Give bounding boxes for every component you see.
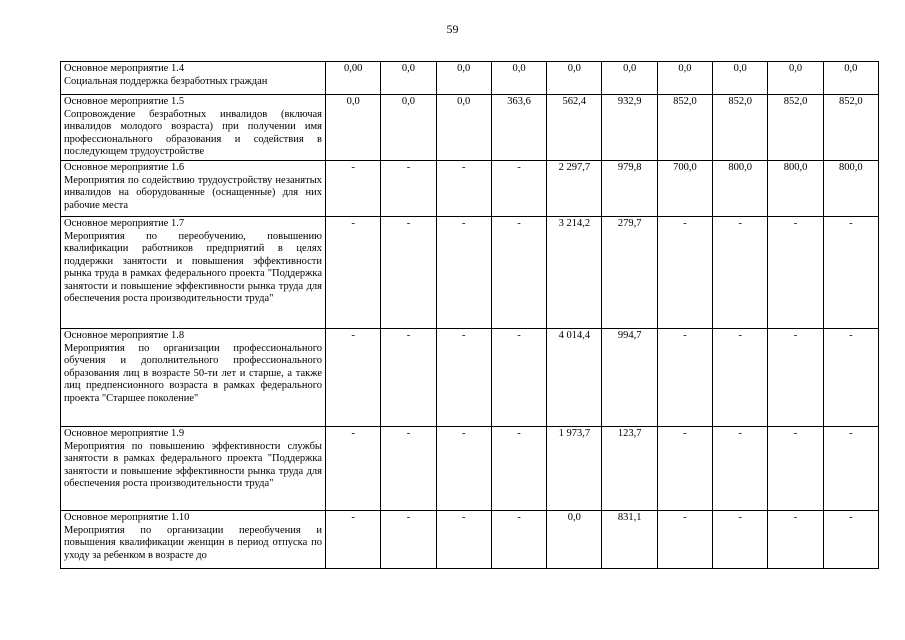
value-cell: 0,0 [713,62,768,95]
value-cell: - [657,427,712,511]
table-body [61,62,879,569]
value-cell: - [436,511,491,569]
value-cell: - [768,511,823,569]
value-cell: - [768,329,823,427]
value-cell: - [823,427,878,511]
value-cell: 852,0 [823,95,878,161]
activity-description-cell [61,427,326,511]
value-cell: - [436,217,491,329]
value-cell: 800,0 [823,161,878,217]
value-cell: 0,0 [436,95,491,161]
funding-table [60,61,879,569]
value-cell: 0,0 [326,95,381,161]
activity-body: Сопровождение безработных инвалидов (включая инвалидов молодого возраста) при получении имя профессионального образования и содействия в последующем трудоустройстве [64,108,322,157]
activity-title: Основное мероприятие 1.9 [64,428,185,439]
value-cell: 2 297,7 [547,161,602,217]
value-cell: 279,7 [602,217,657,329]
value-cell: 0,0 [547,511,602,569]
table-row [61,95,879,161]
value-cell: - [823,511,878,569]
value-cell: 852,0 [713,95,768,161]
value-cell: 800,0 [713,161,768,217]
value-cell: 700,0 [657,161,712,217]
value-cell: - [491,217,546,329]
value-cell: 363,6 [491,95,546,161]
value-cell: 0,0 [381,95,436,161]
value-cell: - [381,511,436,569]
value-cell: 0,0 [657,62,712,95]
value-cell: - [657,329,712,427]
value-cell: - [326,217,381,329]
value-cell: - [381,427,436,511]
value-cell: - [491,511,546,569]
value-cell: 0,00 [326,62,381,95]
value-cell: - [768,427,823,511]
value-cell: 0,0 [491,62,546,95]
value-cell: 562,4 [547,95,602,161]
value-cell: - [713,511,768,569]
value-cell: - [436,161,491,217]
value-cell: 0,0 [381,62,436,95]
value-cell: 0,0 [436,62,491,95]
value-cell: - [326,329,381,427]
value-cell: 0,0 [602,62,657,95]
value-cell: 123,7 [602,427,657,511]
value-cell: 0,0 [823,62,878,95]
activity-body: Мероприятия по переобучению, повышению квалификации работников предприятий в целях поддержки занятости и повышения эффективности рынка труда в рамках федерального проекта "Поддержка занятости и повышение эффективности рынка труда для обеспечения роста производительности труда" [64,230,322,304]
page-number: 59 [446,22,459,36]
value-cell: 852,0 [657,95,712,161]
value-cell: 852,0 [768,95,823,161]
activity-title: Основное мероприятие 1.7 [64,218,185,229]
value-cell: - [657,511,712,569]
activity-body: Мероприятия по организации профессионального обучения и дополнительного профессионального образования лиц в возрасте 50-ти лет и старше, а также лиц предпенсионного возраста в рамках федерального проекта "Старшее поколение" [64,342,322,404]
table-row [61,329,879,427]
value-cell: - [491,329,546,427]
activity-body: Мероприятия по содействию трудоустройству незанятых инвалидов на оборудованные (оснащенные) для них рабочие места [64,174,322,211]
value-cell: - [381,161,436,217]
value-cell: - [326,161,381,217]
activity-title: Основное мероприятие 1.8 [64,330,185,341]
value-cell: 994,7 [602,329,657,427]
value-cell: - [713,329,768,427]
activity-body: Мероприятия по повышению эффективности службы занятости в рамках федерального проекта "Поддержка занятости и повышение эффективности рынка труда для обеспечения роста производительности труда" [64,440,322,489]
table-row [61,161,879,217]
value-cell: 800,0 [768,161,823,217]
value-cell: - [326,511,381,569]
table-row [61,511,879,569]
value-cell: - [436,427,491,511]
activity-body: Мероприятия по организации переобучения и повышения квалификации женщин в период отпуска по уходу за ребенком в возрасте до [64,524,322,561]
activity-description-cell [61,62,326,95]
value-cell: 3 214,2 [547,217,602,329]
value-cell: 0,0 [547,62,602,95]
value-cell: - [491,161,546,217]
value-cell: - [326,427,381,511]
value-cell: - [713,427,768,511]
table-row [61,217,879,329]
activity-title: Основное мероприятие 1.6 [64,162,185,173]
value-cell: - [436,329,491,427]
value-cell: - [381,217,436,329]
activity-description-cell [61,161,326,217]
activity-title: Основное мероприятие 1.10 [64,512,190,523]
value-cell: - [823,329,878,427]
value-cell: 1 973,7 [547,427,602,511]
activity-description-cell [61,95,326,161]
activity-description-cell [61,329,326,427]
value-cell: 4 014,4 [547,329,602,427]
activity-title: Основное мероприятие 1.5 [64,96,185,107]
value-cell: - [713,217,768,329]
value-cell: - [491,427,546,511]
value-cell: 831,1 [602,511,657,569]
table-row [61,427,879,511]
value-cell: - [768,217,823,329]
activity-title: Основное мероприятие 1.4 [64,63,185,74]
table-row [61,62,879,95]
activity-description-cell [61,511,326,569]
activity-description-cell [61,217,326,329]
value-cell: - [657,217,712,329]
activity-body: Социальная поддержка безработных граждан [64,75,268,87]
value-cell: - [823,217,878,329]
value-cell: - [381,329,436,427]
value-cell: 979,8 [602,161,657,217]
value-cell: 932,9 [602,95,657,161]
value-cell: 0,0 [768,62,823,95]
